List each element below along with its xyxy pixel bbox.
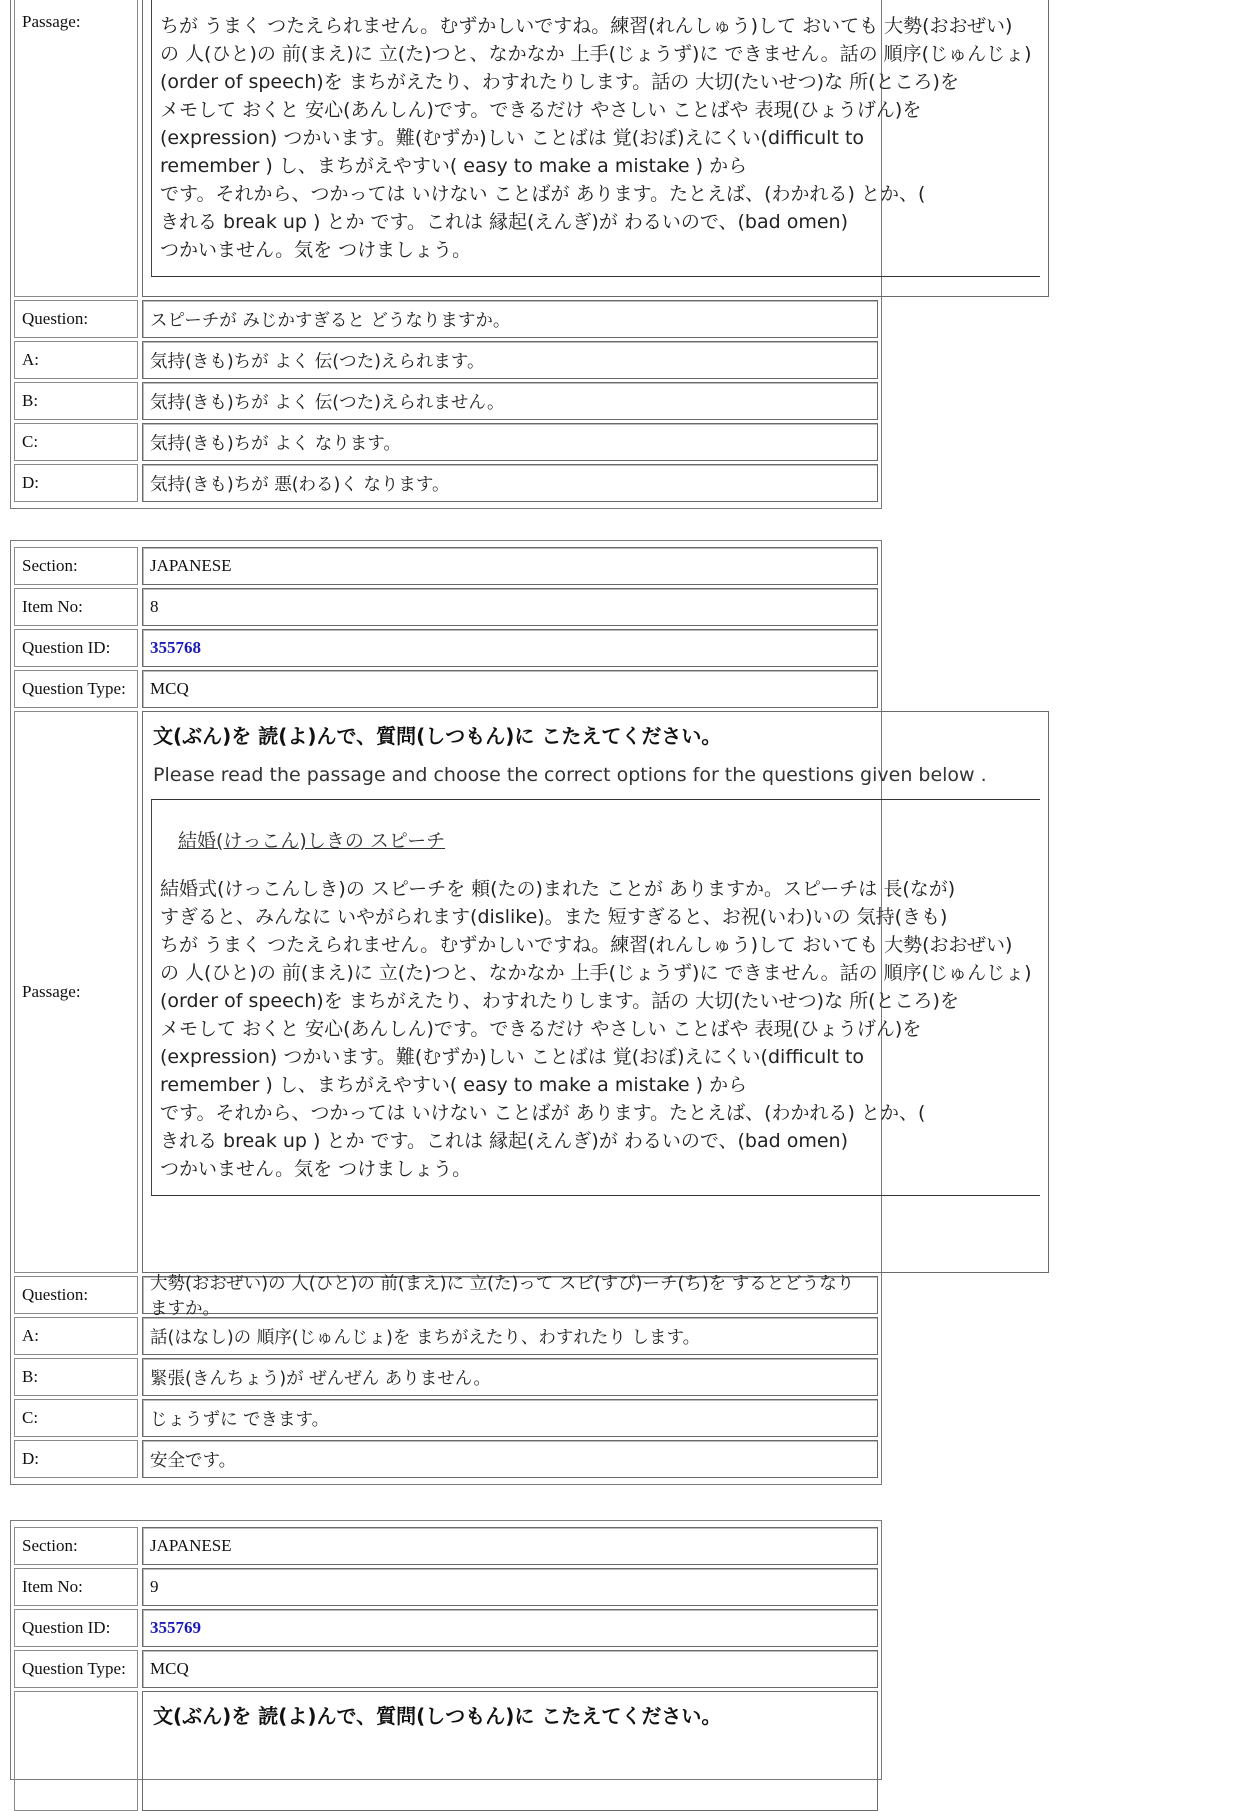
- passage-line: (order of speech)を まちがえたり、わすれたりします。話の 大切(たいせつ)な 所(ところ)を: [160, 990, 959, 1012]
- passage-line: remember ) し、まちがえやすい( easy to make a mistake ) から: [160, 1074, 748, 1096]
- question-type-value: MCQ: [142, 670, 878, 708]
- item-no-value: 8: [142, 588, 878, 626]
- option-b-row[interactable]: [14, 1358, 878, 1396]
- question-id-link[interactable]: 355768: [142, 629, 878, 667]
- option-c-text[interactable]: じょうずに できます。: [142, 1399, 878, 1437]
- passage-line: すぎると、みんなに いやがられます(dislike)。また 短すぎると、お祝(いわ)いの 気持(きも): [160, 906, 948, 928]
- question-text: スピーチが みじかすぎると どうなりますか。: [142, 300, 878, 338]
- option-c-row[interactable]: [14, 423, 878, 461]
- passage-line: つかいません。気を つけましょう。: [160, 1158, 472, 1180]
- passage-text-box: [151, 0, 1040, 277]
- question-table-8: [10, 540, 1032, 1485]
- question-type-row: [14, 1650, 878, 1688]
- question-id-row: [14, 629, 878, 667]
- passage-line: つかいません。気を つけましょう。: [160, 239, 472, 261]
- passage-line: の 人(ひと)の 前(まえ)に 立(た)つと、なかなか 上手(じょうず)に できません。話の 順序(じゅんじょ): [160, 43, 1032, 65]
- option-a-row[interactable]: [14, 1317, 878, 1355]
- passage-line: (expression) つかいます。難(むずか)しい ことばは 覚(おぼ)えにくい(difficult to: [160, 127, 865, 149]
- question-type-value: MCQ: [142, 1650, 878, 1688]
- question-id-label: Question ID:: [14, 629, 138, 667]
- question-type-label: Question Type:: [14, 1650, 138, 1688]
- option-b-label: B:: [14, 1358, 138, 1396]
- option-b-text[interactable]: 気持(きも)ちが よく 伝(つた)えられません。: [142, 382, 878, 420]
- question-row: [14, 300, 878, 338]
- passage-content: [142, 711, 1049, 1273]
- passage-line: ちが うまく つたえられません。むずかしいですね。練習(れんしゅう)して おいても 大勢(おおぜい): [160, 934, 1013, 956]
- passage-subtitle: 結婚(けっこん)しきの スピーチ: [178, 830, 446, 852]
- passage-paragraph: [160, 12, 1032, 264]
- item-no-row: [14, 1568, 878, 1606]
- option-c-row[interactable]: [14, 1399, 878, 1437]
- passage-text-box: [151, 799, 1040, 1196]
- passage-heading: 文(ぶん)を 読(よ)んで、質問(しつもん)に こたえてください。: [153, 1704, 722, 1728]
- item-no-row: [14, 588, 878, 626]
- item-no-label: Item No:: [14, 588, 138, 626]
- passage-line: (order of speech)を まちがえたり、わすれたりします。話の 大切(たいせつ)な 所(ところ)を: [160, 71, 959, 93]
- option-c-text[interactable]: 気持(きも)ちが よく なります。: [142, 423, 878, 461]
- passage-instruction: Please read the passage and choose the correct options for the questions given below .: [153, 764, 987, 786]
- passage-row: [14, 1691, 878, 1811]
- passage-line: 結婚式(けっこんしき)の スピーチを 頼(たの)まれた ことが ありますか。スピーチは 長(なが): [160, 878, 956, 900]
- passage-heading: 文(ぶん)を 読(よ)んで、質問(しつもん)に こたえてください。: [153, 724, 722, 748]
- passage-line: きれる break up ) とか です。これは 縁起(えんぎ)が わるいので、(bad omen): [160, 211, 849, 233]
- option-a-label: A:: [14, 1317, 138, 1355]
- question-label: Question:: [14, 1276, 138, 1314]
- passage-label: Passage:: [14, 711, 138, 1273]
- question-text: 大勢(おおぜい)の 人(ひと)の 前(まえ)に 立(た)って スピ(すぴ)ーチ(ち)を するとどうなりますか。: [142, 1276, 878, 1314]
- option-c-label: C:: [14, 423, 138, 461]
- passage-row: [14, 711, 1032, 1273]
- question-type-label: Question Type:: [14, 670, 138, 708]
- option-d-label: D:: [14, 1440, 138, 1478]
- question-id-link[interactable]: 355769: [142, 1609, 878, 1647]
- section-value: JAPANESE: [142, 547, 878, 585]
- question-id-label: Question ID:: [14, 1609, 138, 1647]
- section-row: [14, 1527, 878, 1565]
- question-id-row: [14, 1609, 878, 1647]
- passage-line: メモして おくと 安心(あんしん)です。できるだけ やさしい ことばや 表現(ひょうげん)を: [160, 1018, 922, 1040]
- question-table-9: [10, 1520, 882, 1780]
- option-b-label: B:: [14, 382, 138, 420]
- option-c-label: C:: [14, 1399, 138, 1437]
- passage-line: メモして おくと 安心(あんしん)です。できるだけ やさしい ことばや 表現(ひょうげん)を: [160, 99, 922, 121]
- option-d-row[interactable]: [14, 1440, 878, 1478]
- passage-label-empty: [14, 1691, 138, 1811]
- section-label: Section:: [14, 547, 138, 585]
- option-d-text[interactable]: 気持(きも)ちが 悪(わる)く なります。: [142, 464, 878, 502]
- passage-line: ちが うまく つたえられません。むずかしいですね。練習(れんしゅう)して おいても 大勢(おおぜい): [160, 15, 1013, 37]
- option-d-row[interactable]: [14, 464, 878, 502]
- passage-label: Passage:: [14, 0, 138, 297]
- option-a-row[interactable]: [14, 341, 878, 379]
- passage-line: です。それから、つかっては いけない ことばが あります。たとえば、(わかれる) とか、(: [160, 183, 926, 205]
- passage-line: remember ) し、まちがえやすい( easy to make a mistake ) から: [160, 155, 748, 177]
- option-d-label: D:: [14, 464, 138, 502]
- item-no-value: 9: [142, 1568, 878, 1606]
- option-a-text[interactable]: 話(はなし)の 順序(じゅんじょ)を まちがえたり、わすれたり します。: [142, 1317, 878, 1355]
- passage-line: きれる break up ) とか です。これは 縁起(えんぎ)が わるいので、(bad omen): [160, 1130, 849, 1152]
- option-b-text[interactable]: 緊張(きんちょう)が ぜんぜん ありません。: [142, 1358, 878, 1396]
- passage-paragraph: [160, 875, 1032, 1183]
- section-row: [14, 547, 878, 585]
- question-label: Question:: [14, 300, 138, 338]
- item-no-label: Item No:: [14, 1568, 138, 1606]
- passage-line: (expression) つかいます。難(むずか)しい ことばは 覚(おぼ)えにくい(difficult to: [160, 1046, 865, 1068]
- option-a-label: A:: [14, 341, 138, 379]
- passage-row: [14, 0, 1032, 297]
- section-value: JAPANESE: [142, 1527, 878, 1565]
- option-d-text[interactable]: 安全です。: [142, 1440, 878, 1478]
- option-b-row[interactable]: [14, 382, 878, 420]
- question-row: [14, 1274, 878, 1319]
- option-a-text[interactable]: 気持(きも)ちが よく 伝(つた)えられます。: [142, 341, 878, 379]
- section-label: Section:: [14, 1527, 138, 1565]
- question-type-row: [14, 670, 878, 708]
- passage-content: [142, 0, 1049, 297]
- passage-line: の 人(ひと)の 前(まえ)に 立(た)つと、なかなか 上手(じょうず)に できません。話の 順序(じゅんじょ): [160, 962, 1032, 984]
- passage-line: です。それから、つかっては いけない ことばが あります。たとえば、(わかれる) とか、(: [160, 1102, 926, 1124]
- passage-content: [142, 1691, 878, 1811]
- question-table-7: [10, 0, 1032, 509]
